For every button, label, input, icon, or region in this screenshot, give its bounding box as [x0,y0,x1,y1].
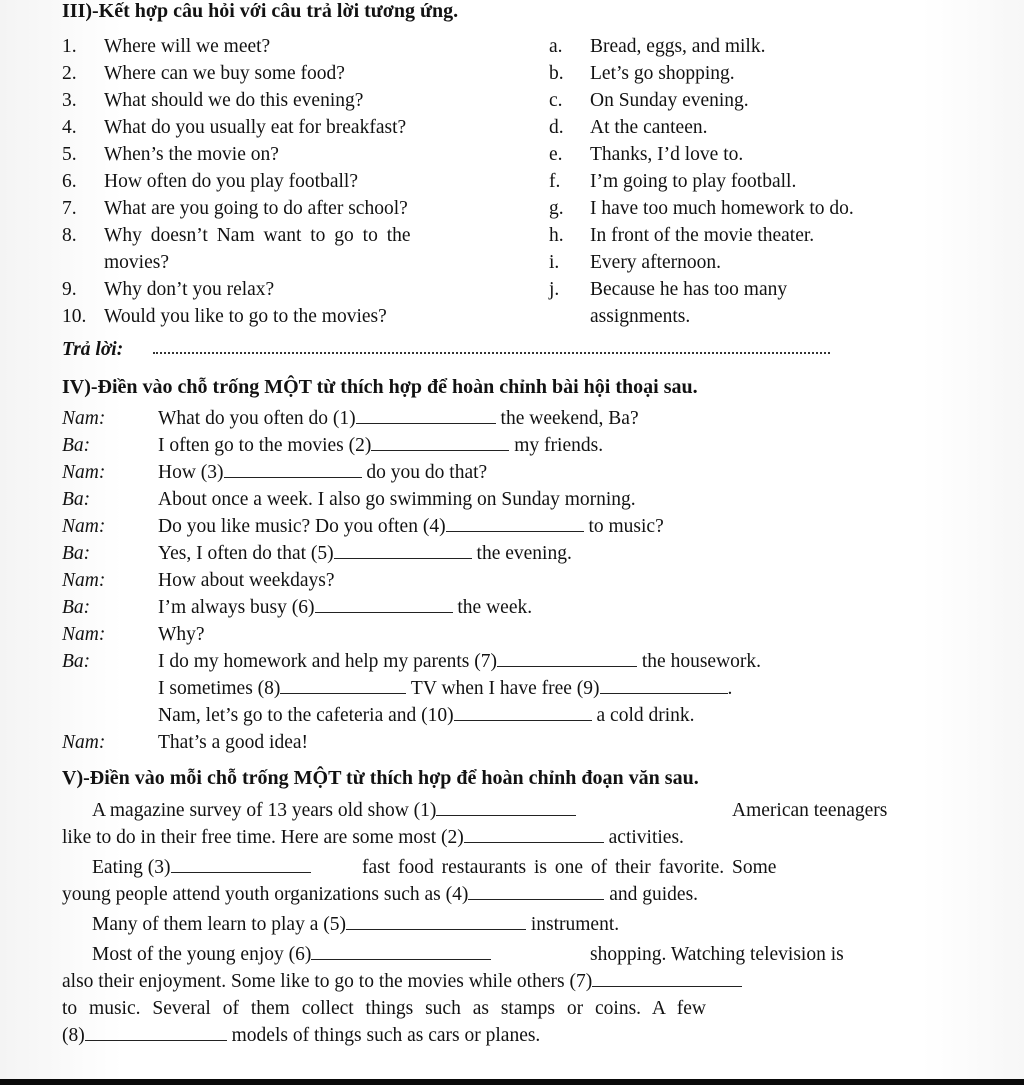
answer-letter: d. [549,117,564,138]
question-text: How often do you play football? [104,171,358,192]
paragraph-text: and guides. [609,884,699,905]
dialogue-text: About once a week. I also go swimming on Sunday morning. [158,489,636,510]
answer-letter: b. [549,63,564,84]
answer-text: I’m going to play football. [590,171,797,192]
dialogue-text: That’s a good idea! [158,732,308,753]
answer-letter: i. [549,252,560,273]
question-number: 10. [62,306,87,327]
dialogue-line [158,706,695,726]
blank-p5[interactable] [346,928,526,930]
question-number: 1. [62,36,77,57]
dialogue-line [158,436,603,456]
answer-letter: a. [549,36,563,57]
answer-label: Trả lời: [62,339,124,360]
question-text: Would you like to go to the movies? [104,306,387,327]
speaker-label: Nam: [62,732,106,753]
question-text: Where will we meet? [104,36,271,57]
blank-6[interactable] [315,611,453,613]
dialogue-line [158,544,572,564]
paragraph-text: American teenagers [732,800,888,821]
paragraph-text: Eating (3) [92,857,171,878]
question-number: 8. [62,225,77,246]
dialogue-text: TV when I have free (9) [410,678,600,699]
answer-text: I have too much homework to do. [590,198,854,219]
dialogue-text: a cold drink. [596,705,695,726]
dialogue-text: my friends. [514,435,604,456]
dialogue-text: Why? [158,624,205,645]
blank-p1[interactable] [436,814,576,816]
dialogue-text: the housework. [641,651,762,672]
speaker-label: Ba: [62,435,91,456]
question-number: 9. [62,279,77,300]
paragraph-text: activities. [608,827,684,848]
blank-5[interactable] [334,557,472,559]
answer-text: Thanks, I’d love to. [590,144,744,165]
speaker-label: Ba: [62,489,91,510]
paragraph-text: to music. Several of them collect things such as stamps or coins. A few [62,998,706,1019]
dialogue-text: Yes, I often do that (5) [158,543,334,564]
answer-letter: h. [549,225,564,246]
question-text: Where can we buy some food? [104,63,345,84]
paragraph-text: Most of the young enjoy (6) [92,944,312,965]
dialogue-line [158,598,532,618]
answer-text: Because he has too many [590,279,788,300]
blank-8[interactable] [280,692,406,694]
speaker-label: Ba: [62,543,91,564]
question-number: 2. [62,63,77,84]
blank-4[interactable] [446,530,584,532]
question-number: 7. [62,198,77,219]
dialogue-text: How about weekdays? [158,570,335,591]
blank-p6[interactable] [311,958,491,960]
question-number: 5. [62,144,77,165]
question-text-continued: movies? [104,252,169,273]
paragraph-text: A magazine survey of 13 years old show (1) [92,800,437,821]
answer-text: Let’s go shopping. [590,63,735,84]
dialogue-text: Do you like music? Do you often (4) [158,516,446,537]
dialogue-text: to music? [588,516,664,537]
dialogue-text: . [727,678,733,699]
section-5-title: V)-Điền vào mỗi chỗ trống MỘT từ thích hợp để hoàn chỉnh đoạn văn sau. [62,767,699,789]
dialogue-text: the week. [457,597,533,618]
answer-letter: g. [549,198,564,219]
speaker-label: Nam: [62,462,106,483]
question-number: 4. [62,117,77,138]
dialogue-line [158,463,487,483]
dialogue-text: I sometimes (8) [158,678,281,699]
paragraph-line [62,828,684,848]
blank-p3[interactable] [171,871,311,873]
dialogue-text: I do my homework and help my parents (7) [158,651,498,672]
section-4-title: IV)-Điền vào chỗ trống MỘT từ thích hợp để hoàn chỉnh bài hội thoại sau. [62,376,698,398]
speaker-label: Nam: [62,516,106,537]
question-text: What do you usually eat for breakfast? [104,117,407,138]
blank-1[interactable] [356,422,496,424]
answer-text: On Sunday evening. [590,90,749,111]
question-number: 6. [62,171,77,192]
question-text: When’s the movie on? [104,144,279,165]
blank-p4[interactable] [468,898,604,900]
speaker-label: Ba: [62,597,91,618]
paragraph-line [62,885,698,905]
speaker-label: Nam: [62,408,106,429]
speaker-label: Nam: [62,570,106,591]
paragraph-text: models of things such as cars or planes. [231,1025,541,1046]
dialogue-text: How (3) [158,462,224,483]
paragraph-text: (8) [62,1025,85,1046]
blank-2[interactable] [371,449,509,451]
paragraph-text: instrument. [530,914,620,935]
dialogue-text: Nam, let’s go to the cafeteria and (10) [158,705,454,726]
answer-dotted-line[interactable] [153,352,830,354]
answer-text-continued: assignments. [590,306,691,327]
answer-text: Every afternoon. [590,252,722,273]
paragraph-text: fast food restaurants is one of their favorite. Some [362,857,777,878]
answer-letter: e. [549,144,563,165]
answer-letter: c. [549,90,563,111]
dialogue-line [158,517,664,537]
paragraph-line [62,1026,540,1046]
bottom-border [0,1079,1024,1085]
answer-letter: f. [549,171,561,192]
paragraph-line [92,945,491,965]
speaker-label: Ba: [62,651,91,672]
question-text: What should we do this evening? [104,90,364,111]
answer-letter: j. [549,279,560,300]
dialogue-text: the weekend, Ba? [500,408,639,429]
dialogue-text: I often go to the movies (2) [158,435,372,456]
answer-text: At the canteen. [590,117,708,138]
dialogue-line [158,679,732,699]
blank-3[interactable] [224,476,362,478]
question-text: Why don’t you relax? [104,279,275,300]
paragraph-text: also their enjoyment. Some like to go to the movies while others (7) [62,971,593,992]
dialogue-line [158,652,761,672]
blank-p7[interactable] [592,985,742,987]
question-text: What are you going to do after school? [104,198,408,219]
blank-7[interactable] [497,665,637,667]
dialogue-text: do you do that? [366,462,488,483]
dialogue-text: What do you often do (1) [158,408,356,429]
answer-text: In front of the movie theater. [590,225,815,246]
answer-text: Bread, eggs, and milk. [590,36,766,57]
paragraph-text: Many of them learn to play a (5) [92,914,346,935]
question-text: Why doesn’t Nam want to go to the [104,225,411,246]
paragraph-text: young people attend youth organizations such as (4) [62,884,469,905]
blank-p2[interactable] [464,841,604,843]
dialogue-text: the evening. [476,543,572,564]
paragraph-text: shopping. Watching television is [590,944,844,965]
paragraph-line [92,915,619,935]
dialogue-line [158,409,639,429]
paragraph-line [92,801,576,821]
dialogue-text: I’m always busy (6) [158,597,315,618]
paragraph-text: like to do in their free time. Here are some most (2) [62,827,464,848]
paragraph-line [92,858,311,878]
speaker-label: Nam: [62,624,106,645]
section-3-title: III)-Kết hợp câu hỏi với câu trả lời tương ứng. [62,0,459,22]
question-number: 3. [62,90,77,111]
blank-p8[interactable] [85,1039,227,1041]
paragraph-line [62,972,742,992]
blank-9[interactable] [600,692,728,694]
blank-10[interactable] [454,719,592,721]
